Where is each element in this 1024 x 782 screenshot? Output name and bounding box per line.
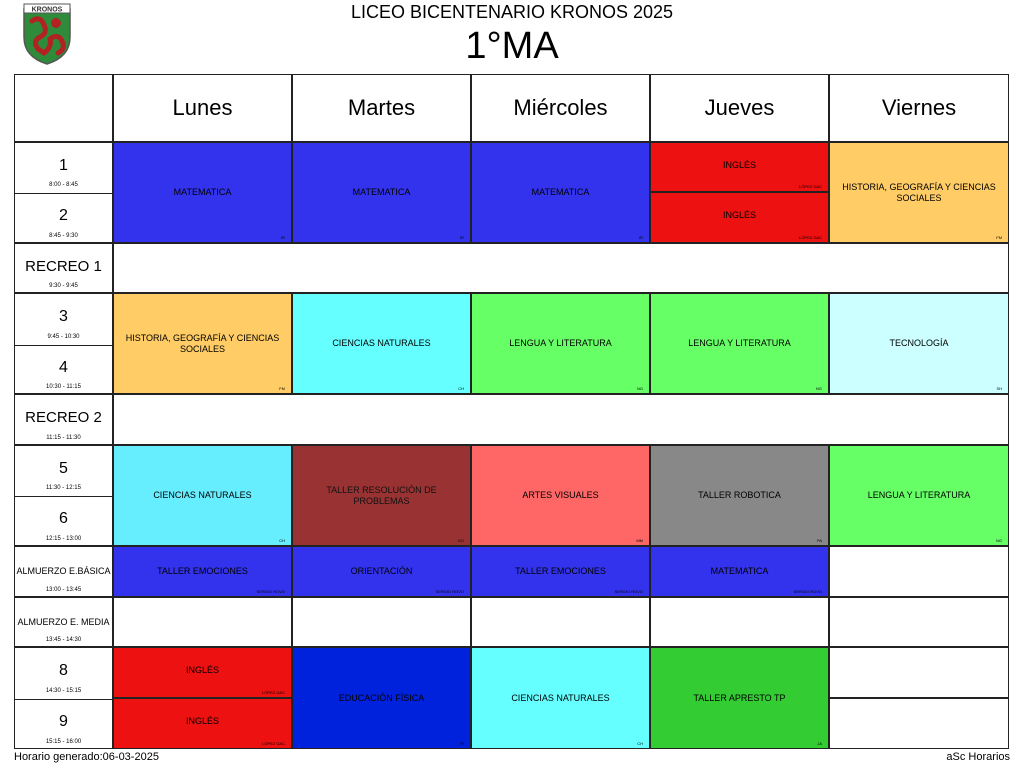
lesson-teacher: NG [816,386,822,391]
lesson-cell[interactable] [113,546,292,597]
lesson-cell[interactable] [292,546,471,597]
lesson-cell[interactable] [829,142,1009,243]
period-number: RECREO 1 [25,258,102,275]
lesson-cell[interactable] [650,293,829,394]
lesson-teacher: CH [637,741,643,746]
day-label: Viernes [881,95,957,120]
period-divider [15,699,112,700]
lesson-cell[interactable] [650,647,829,749]
lesson-cell[interactable] [471,647,650,749]
lesson-subject: ARTES VISUALES [522,490,599,500]
period-time: 10:30 - 11:15 [46,384,81,390]
period-number: 1 [59,157,68,174]
lesson-teacher: NG [996,538,1002,543]
lesson-subject: ORIENTACIÓN [350,566,413,576]
lesson-subject: LENGUA Y LITERATURA [688,338,791,348]
generator-brand: aSc Horarios [946,751,1010,763]
lesson-teacher: SERGIO ROVO [614,589,643,594]
lesson-cell[interactable] [292,445,471,546]
period-time: 13:45 - 14:30 [45,637,82,643]
lesson-teacher: SERGIO ROVO [435,589,464,594]
lesson-teacher: SERGIO ROVO [793,589,822,594]
empty-slot [471,597,650,647]
lesson-teacher: FM [279,386,285,391]
day-label: Martes [347,95,416,120]
period-number: 5 [59,460,68,477]
empty-slot [650,597,829,647]
lesson-subject: TECNOLOGÍA [889,338,949,348]
period-time: 9:45 - 10:30 [47,334,80,340]
lesson-subject: TALLER EMOCIONES [515,566,606,576]
lesson-cell[interactable] [113,698,292,749]
school-title: LICEO BICENTENARIO KRONOS 2025 [350,2,674,22]
lesson-teacher: IR [460,235,464,240]
empty-slot [292,597,471,647]
lesson-cell[interactable] [292,142,471,243]
course-title: 1°MA [465,25,559,67]
lesson-teacher: NG [637,386,643,391]
lesson-subject: TALLER APRESTO TP [693,692,786,703]
period-time: 8:45 - 9:30 [49,233,78,239]
day-label: Lunes [172,95,233,120]
period-number: RECREO 2 [25,409,102,427]
lesson-cell[interactable] [650,142,829,192]
period-number: 2 [59,207,68,225]
period-cell [14,546,113,597]
lesson-cell[interactable] [113,445,292,546]
period-time: 13:00 - 13:45 [45,587,82,593]
period-number: 8 [59,662,68,680]
lesson-cell[interactable] [471,293,650,394]
lesson-subject: CIENCIAS NATURALES [511,692,610,703]
lesson-teacher: CH [458,386,464,391]
lesson-teacher: SH [996,386,1002,391]
lesson-teacher: FM [996,235,1002,240]
lesson-subject: MATEMATICA [173,187,232,197]
lesson-teacher: LÓPEZ GAC [262,690,285,695]
period-cell [14,243,113,293]
lesson-subject: CIENCIAS NATURALES [153,490,252,500]
period-divider [15,496,112,497]
grid-corner [14,74,113,142]
period-cell [14,647,113,749]
lesson-teacher: LÓPEZ GAC [799,184,822,189]
lesson-cell[interactable] [471,546,650,597]
period-time: 11:15 - 11:30 [46,435,81,441]
period-divider [15,345,112,346]
lesson-teacher: JA [817,741,822,746]
day-header [113,74,292,142]
day-label: Miércoles [513,95,608,120]
lesson-cell[interactable] [829,445,1009,546]
lesson-subject: INGLÉS [185,665,219,675]
period-number: 6 [59,510,68,528]
lesson-cell[interactable] [113,142,292,243]
period-label: ALMUERZO E. MEDIA [17,617,110,627]
lesson-teacher: SERGIO ROVO [256,589,285,594]
empty-slot [829,647,1009,698]
day-header [829,74,1009,142]
lesson-teacher: PA [816,538,822,543]
period-time: 11:30 - 12:15 [46,485,81,491]
timetable-grid [14,74,1009,749]
lesson-cell[interactable] [829,293,1009,394]
lesson-cell[interactable] [650,546,829,597]
lesson-subject: TALLER ROBOTICA [698,490,781,500]
lesson-cell[interactable] [471,142,650,243]
period-label: ALMUERZO E.BÁSICA [16,566,111,577]
period-time: 8:00 - 8:45 [49,182,78,188]
lesson-cell[interactable] [292,647,471,749]
lesson-cell[interactable] [650,192,829,243]
empty-slot [829,546,1009,597]
lesson-teacher: IR [281,235,285,240]
lesson-teacher: LÓPEZ GAC [799,235,822,240]
empty-slot [113,597,292,647]
period-cell [14,142,113,243]
lesson-subject: MATEMATICA [710,566,769,576]
period-number: 9 [59,713,68,731]
lesson-subject: INGLÉS [185,716,219,726]
lesson-subject: MATEMATICA [531,187,590,197]
period-cell [14,293,113,394]
lesson-teacher: CH [279,538,285,543]
period-time: 9:30 - 9:45 [49,283,78,289]
period-number: 4 [59,359,68,376]
period-time: 12:15 - 13:00 [45,536,82,542]
period-cell [14,445,113,546]
lesson-cell[interactable] [113,293,292,394]
lesson-subject: INGLÉS [722,210,756,220]
generated-date: Horario generado:06-03-2025 [14,751,159,763]
lesson-teacher: LÓPEZ GAC [262,741,285,746]
lesson-subject: LENGUA Y LITERATURA [509,338,612,348]
period-number: 3 [59,308,68,326]
lesson-subject: LENGUA Y LITERATURA [867,490,971,500]
lesson-subject: CIENCIAS NATURALES [332,338,431,348]
recess-row [113,394,1009,445]
lesson-subject: TALLER EMOCIONES [157,566,248,576]
lesson-cell[interactable] [650,445,829,546]
lesson-teacher: MM [636,538,643,543]
lesson-teacher: IR [639,235,643,240]
lesson-subject: MATEMATICA [352,187,411,197]
period-cell [14,597,113,647]
lesson-subject: TALLER RESOLUCIÓN DE PROBLEMAS [326,484,437,506]
logo-text: KRONOS [31,6,63,14]
lesson-subject: HISTORIA, GEOGRAFÍA Y CIENCIAS SOCIALES [842,181,996,203]
day-header [471,74,650,142]
lesson-subject: EDUCACIÓN FÍSICA [338,692,425,703]
day-header [292,74,471,142]
period-time: 15:15 - 16:00 [45,739,82,745]
lesson-subject: INGLÉS [722,160,756,170]
empty-slot [829,698,1009,749]
lesson-cell[interactable] [292,293,471,394]
lesson-cell[interactable] [471,445,650,546]
day-label: Jueves [704,95,775,120]
period-divider [15,193,112,194]
period-time: 14:30 - 15:15 [45,688,82,694]
period-cell [14,394,113,445]
recess-row [113,243,1009,293]
empty-slot [829,597,1009,647]
lesson-teacher: IR [460,741,464,746]
lesson-cell[interactable] [113,647,292,698]
day-header [650,74,829,142]
lesson-subject: HISTORIA, GEOGRAFÍA Y CIENCIAS SOCIALES [125,332,280,354]
lesson-teacher: EG [458,538,464,543]
